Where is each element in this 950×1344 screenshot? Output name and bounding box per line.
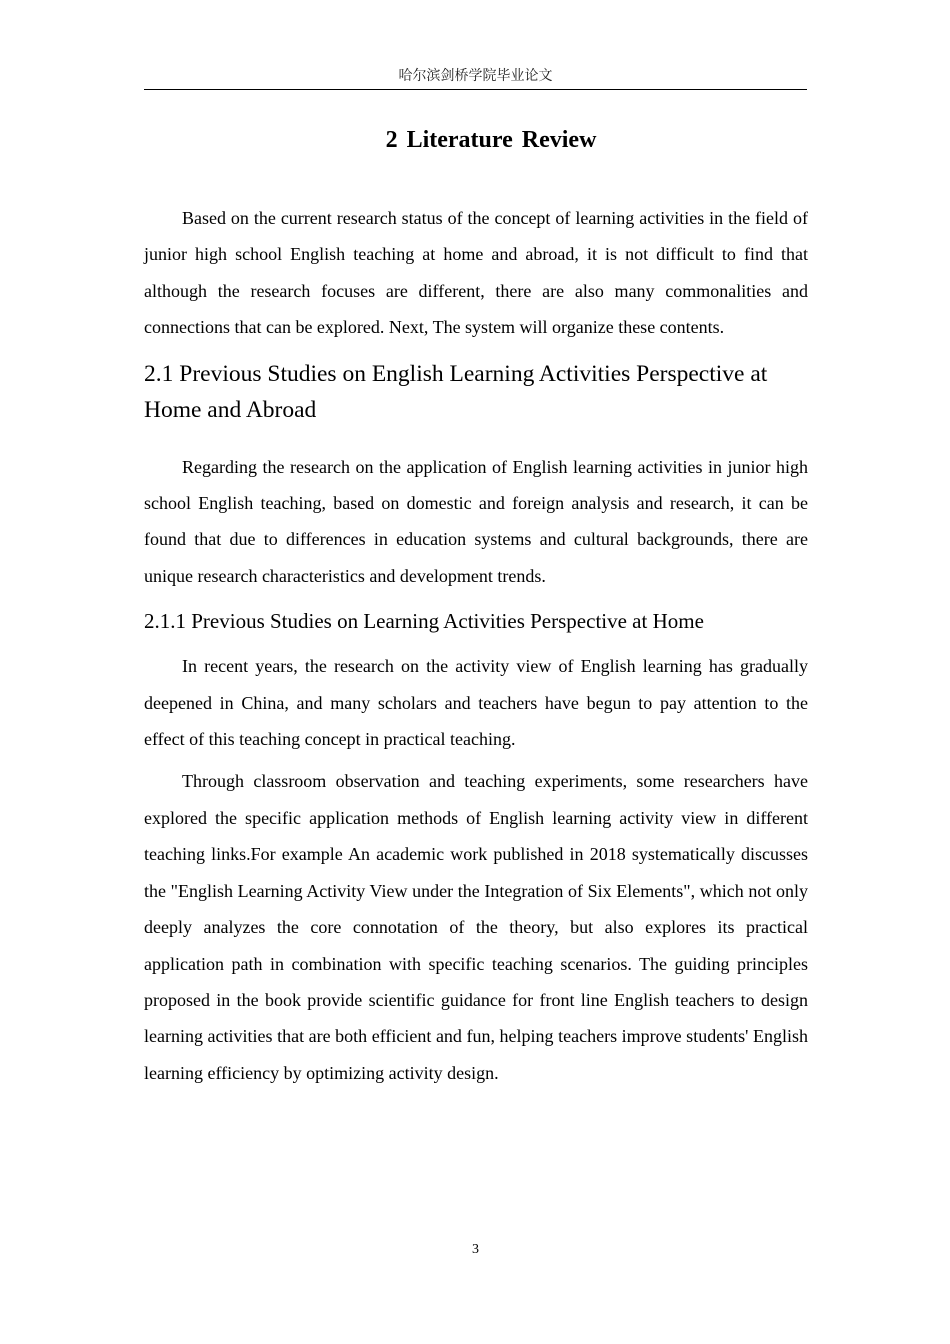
section-2-1-1-paragraph-1: In recent years, the research on the activity view of English learning has gradually deepened in China, and many scholars and teachers have begun to pay attention to the effect of this teaching concept in practical teaching. bbox=[144, 656, 808, 750]
chapter-intro-paragraph: Based on the current research status of the concept of learning activities in the field of junior high school English teaching at home and abroad, it is not difficult to find that although the research focuses are different, there are also many commonalities and connections that can be explored. Next, The system will organize these contents. bbox=[144, 208, 808, 338]
section-heading-2-1-1: 2.1.1 Previous Studies on Learning Activities Perspective at Home bbox=[144, 609, 704, 634]
header-rule bbox=[144, 89, 807, 90]
page-content bbox=[144, 120, 808, 1091]
running-header: 哈尔滨剑桥学院毕业论文 bbox=[398, 68, 553, 84]
chapter-title: 2 Literature Review bbox=[385, 127, 597, 153]
page-number: 3 bbox=[472, 1242, 479, 1257]
section-heading-2-1: 2.1 Previous Studies on English Learning Activities Perspective at Home and Abroad bbox=[144, 360, 768, 423]
section-2-1-paragraph: Regarding the research on the application of English learning activities in junior high school English teaching, based on domestic and foreign analysis and research, it can be found that due to differences in education systems and cultural backgrounds, there are unique research characteristics and development trends. bbox=[144, 456, 808, 586]
section-2-1-1-paragraph-2: Through classroom observation and teaching experiments, some researchers have explored the specific application methods of English learning activity view in different teaching links.For example An academic work published in 2018 systematically discusses the "English Learning Activity View under the Integration of Six Elements", which not only deeply analyzes the core connotation of the theory, but also explores its practical application path in combination with specific teaching scenarios. The guiding principles proposed in the book provide scientific guidance for front line English teachers to design learning activities that are both efficient and fun, helping teachers improve students' English learning efficiency by optimizing activity design. bbox=[144, 771, 808, 1083]
